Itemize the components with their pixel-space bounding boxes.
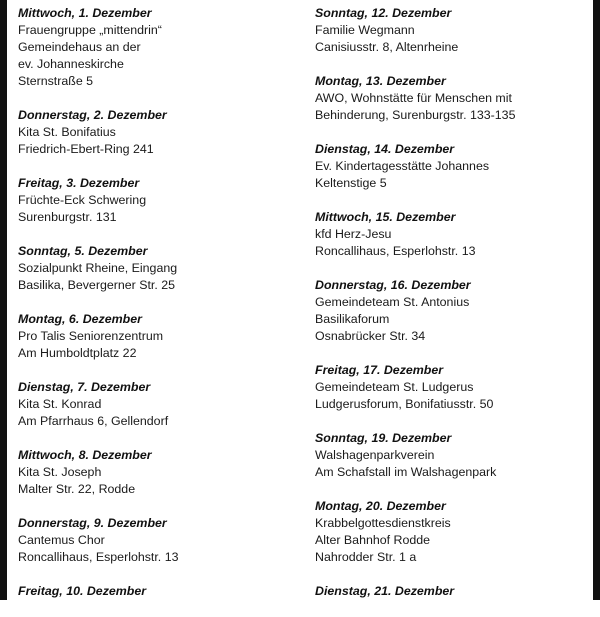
event-detail-line: Ev. Kindertagesstätte Johannes — [315, 159, 490, 173]
event-detail-line: Basilika, Bevergerner Str. 25 — [18, 278, 176, 292]
event-detail-line: Sternstraße 5 — [18, 74, 94, 88]
event-detail-line: Kita St. Konrad — [18, 397, 102, 411]
event-detail-line: Sozialpunkt Rheine, Eingang — [18, 261, 178, 275]
event-date: Donnerstag, 2. Dezember — [18, 108, 167, 122]
event-detail-line: Kita St. Bonifatius — [18, 125, 116, 139]
event-detail-line: Kita St. Joseph — [18, 465, 102, 479]
event-detail-line: Walshagenparkverein — [315, 448, 435, 462]
event-entry — [18, 175, 298, 226]
event-entry — [315, 498, 590, 566]
event-entry — [315, 141, 590, 192]
event-entry — [315, 583, 590, 600]
event-detail-line: Cantemus Chor — [18, 533, 105, 547]
event-date: Montag, 20. Dezember — [315, 499, 446, 513]
event-detail-line: kfd Herz-Jesu — [315, 227, 392, 241]
event-detail-line: Früchte-Eck Schwering — [18, 193, 147, 207]
event-entry — [18, 311, 298, 362]
event-detail-line: Roncallihaus, Esperlohstr. 13 — [315, 244, 476, 258]
event-detail-line: Nahrodder Str. 1 a — [315, 550, 417, 564]
event-date: Mittwoch, 8. Dezember — [18, 448, 152, 462]
event-date: Freitag, 3. Dezember — [18, 176, 140, 190]
event-detail-line: Keltenstige 5 — [315, 176, 387, 190]
event-entry — [315, 5, 590, 56]
event-date: Sonntag, 12. Dezember — [315, 6, 452, 20]
event-date: Dienstag, 7. Dezember — [18, 380, 151, 394]
event-detail-line: Am Pfarrhaus 6, Gellendorf — [18, 414, 169, 428]
event-date: Freitag, 17. Dezember — [315, 363, 444, 377]
event-detail-line: Ludgerusforum, Bonifatiusstr. 50 — [315, 397, 494, 411]
event-detail-line: Krabbelgottesdienstkreis — [315, 516, 451, 530]
event-entry — [315, 209, 590, 260]
event-date: Montag, 6. Dezember — [18, 312, 142, 326]
event-date: Montag, 13. Dezember — [315, 74, 446, 88]
event-detail-line: Familie Wegmann — [315, 23, 415, 37]
event-date: Sonntag, 5. Dezember — [18, 244, 148, 258]
event-entry — [315, 430, 590, 481]
left-column — [18, 5, 298, 617]
event-entry — [18, 243, 298, 294]
event-detail-line: Pro Talis Seniorenzentrum — [18, 329, 164, 343]
event-date: Dienstag, 14. Dezember — [315, 142, 455, 156]
event-detail-line: Osnabrücker Str. 34 — [315, 329, 426, 343]
event-date: Mittwoch, 1. Dezember — [18, 6, 152, 20]
event-detail-line: Gemeindehaus an der — [18, 40, 141, 54]
event-detail-line: AWO, Wohnstätte für Menschen mit — [315, 91, 512, 105]
event-detail-line: ev. Johanneskirche — [18, 57, 124, 71]
event-detail-line: Surenburgstr. 131 — [18, 210, 117, 224]
event-date: Donnerstag, 16. Dezember — [315, 278, 471, 292]
event-detail-line: Behinderung, Surenburgstr. 133-135 — [315, 108, 516, 122]
event-entry — [315, 362, 590, 413]
event-entry — [18, 5, 298, 90]
event-entry — [18, 515, 298, 566]
event-entry — [18, 379, 298, 430]
event-detail-line: Basilikaforum — [315, 312, 390, 326]
event-detail-line: Alter Bahnhof Rodde — [315, 533, 431, 547]
event-detail-line: Frauengruppe „mittendrin“ — [18, 23, 162, 37]
event-detail-line: Malter Str. 22, Rodde — [18, 482, 136, 496]
event-entry — [18, 447, 298, 498]
event-entry — [315, 277, 590, 345]
right-column — [315, 5, 590, 617]
event-detail-line: Gemeindeteam St. Antonius — [315, 295, 470, 309]
event-detail-line: Am Schafstall im Walshagenpark — [315, 465, 497, 479]
event-date: Sonntag, 19. Dezember — [315, 431, 452, 445]
event-detail-line: Am Humboldtplatz 22 — [18, 346, 137, 360]
event-date: Mittwoch, 15. Dezember — [315, 210, 456, 224]
event-entry — [18, 583, 298, 600]
event-detail-line: Gemeindeteam St. Ludgerus — [315, 380, 474, 394]
event-detail-line: Roncallihaus, Esperlohstr. 13 — [18, 550, 179, 564]
event-detail-line: Friedrich-Ebert-Ring 241 — [18, 142, 154, 156]
event-date: Donnerstag, 9. Dezember — [18, 516, 167, 530]
event-entry — [315, 73, 590, 124]
event-entry — [18, 107, 298, 158]
event-detail-line: Canisiusstr. 8, Altenrheine — [315, 40, 459, 54]
event-date: Freitag, 10. Dezember — [18, 584, 147, 598]
event-date: Dienstag, 21. Dezember — [315, 584, 455, 598]
